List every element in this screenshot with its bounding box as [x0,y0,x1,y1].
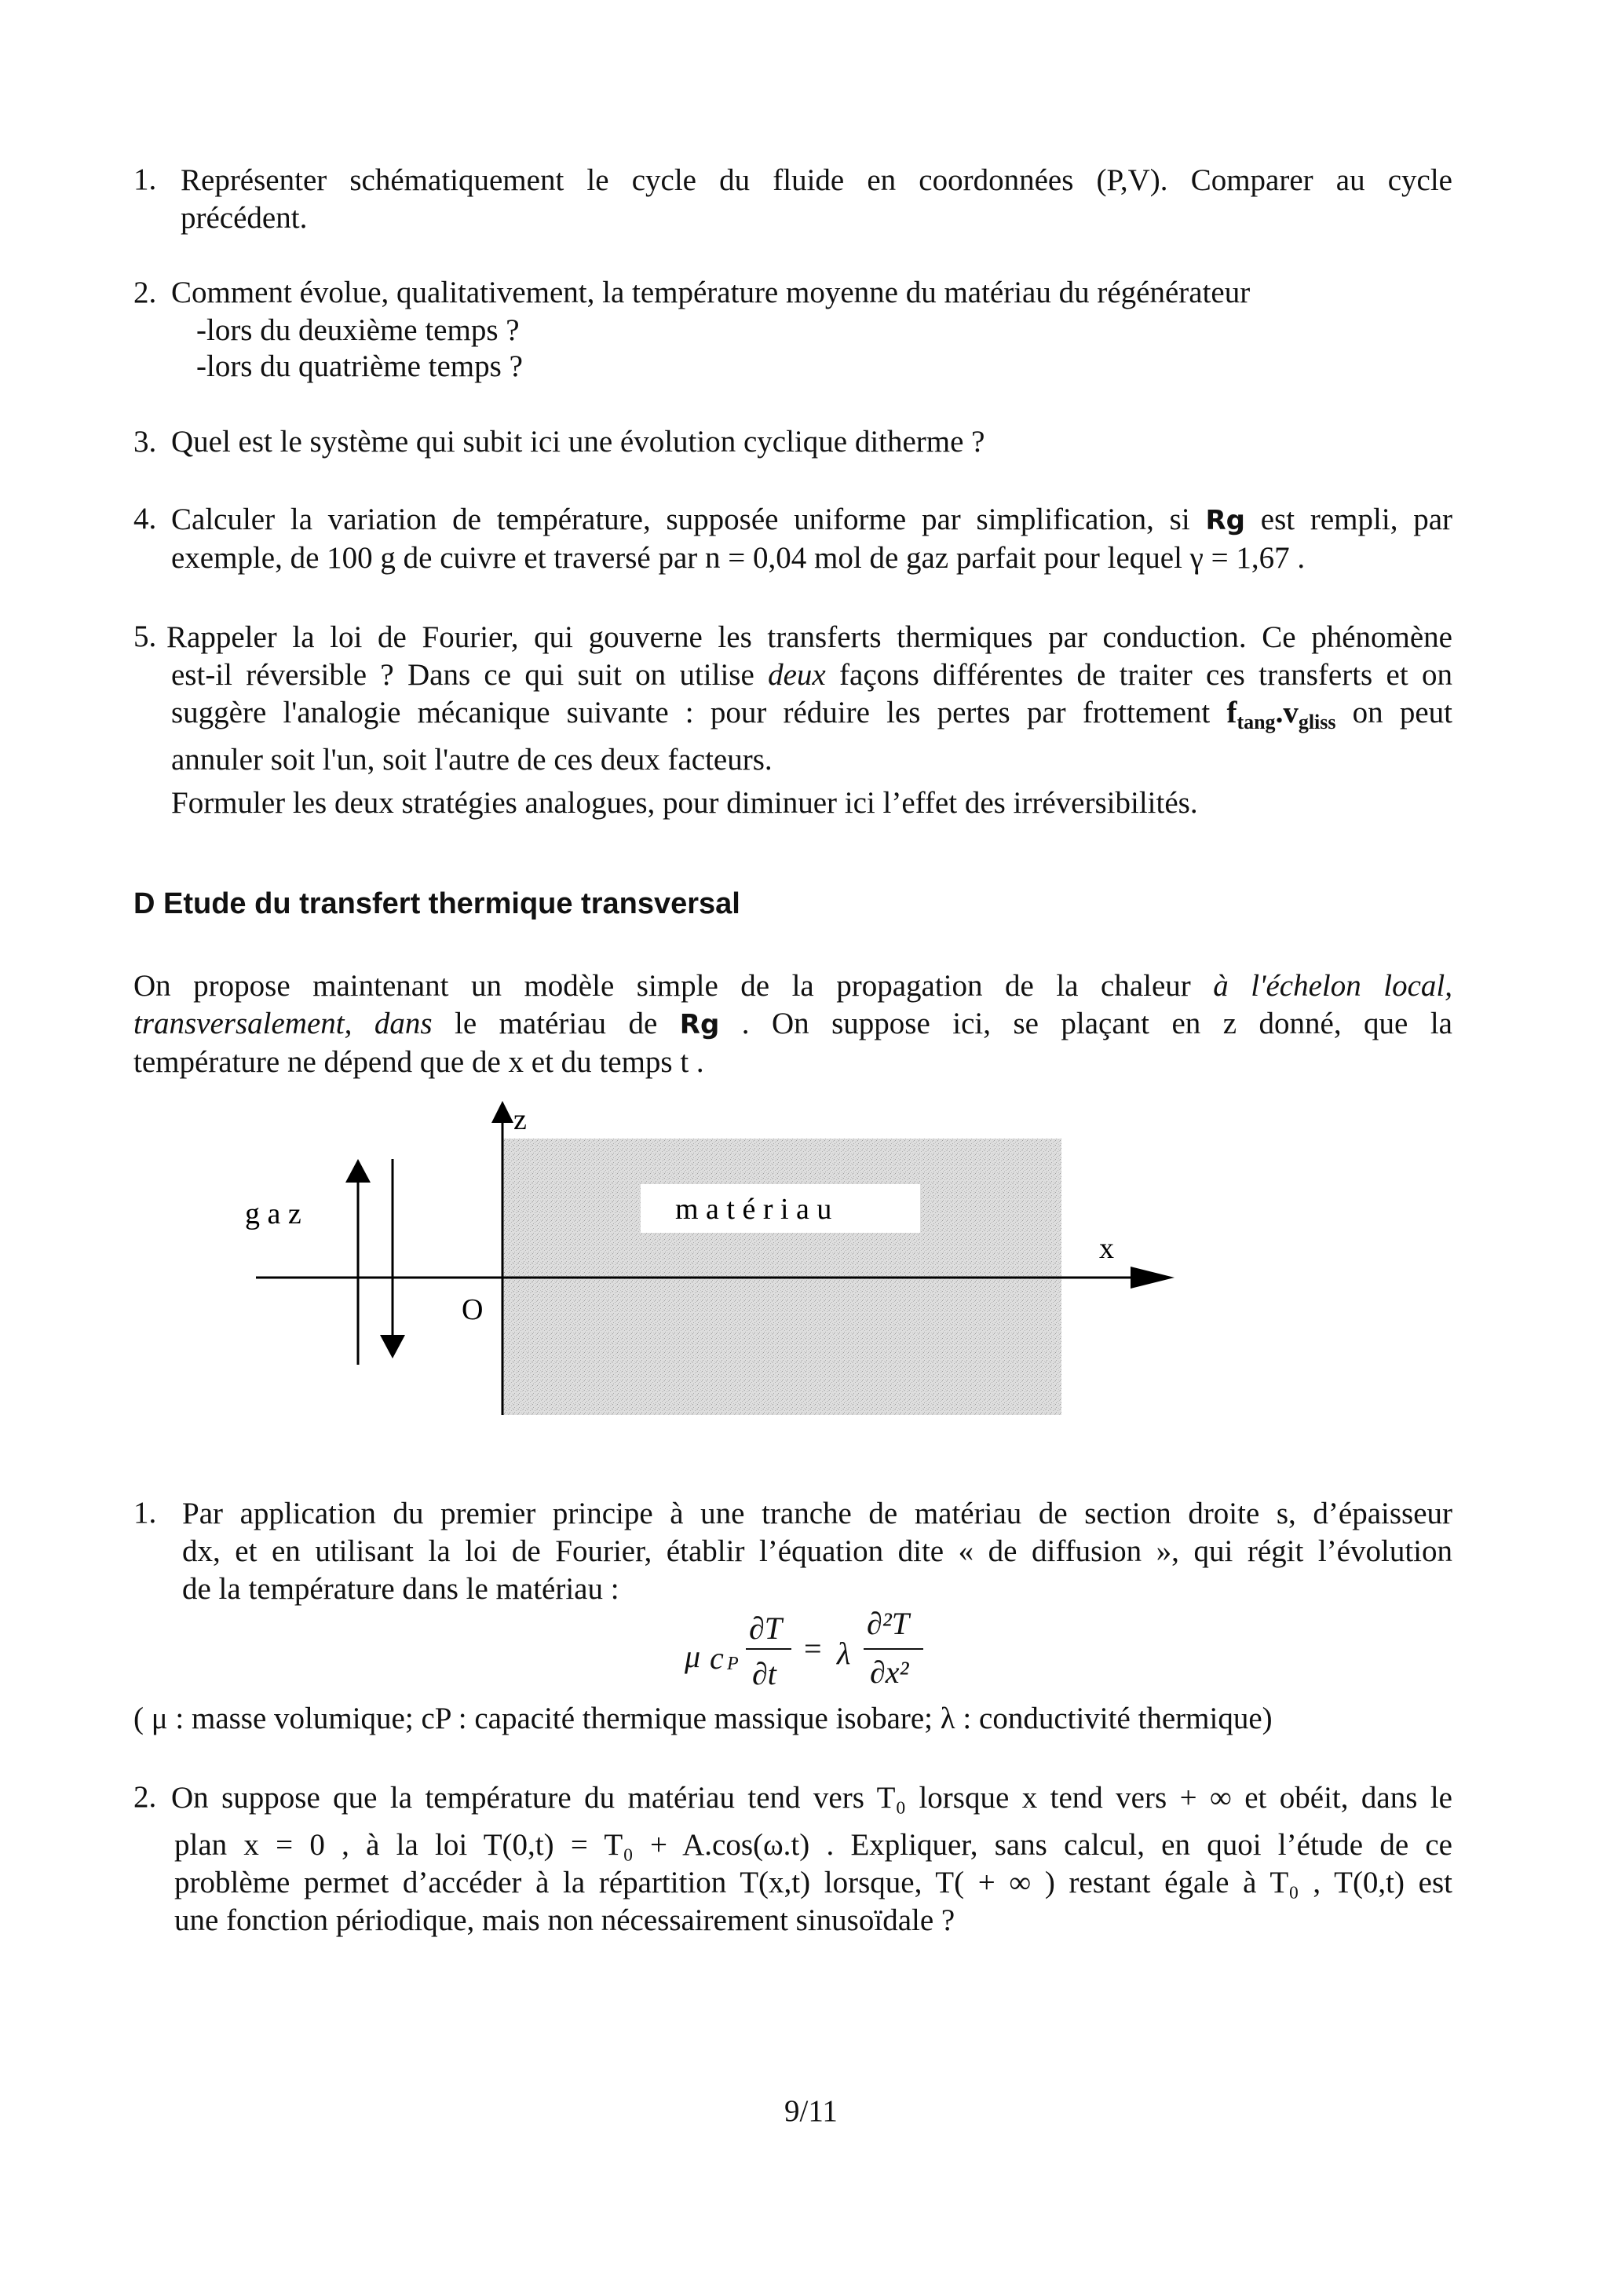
intro-line2-a: le matériau de [454,1007,658,1040]
q1-line2: précédent. [181,201,308,235]
page-number: 9/11 [784,2094,838,2128]
q1-line1: Représenter schématiquement le cycle du fluide en coordonnées (P,V). Comparer au cycle [181,163,1452,197]
eq-d2T: ∂²T [867,1606,910,1641]
q2-line3: -lors du quatrième temps ? [196,349,523,383]
intro-line2-b: . On suppose ici, se plaçant en z donné, que la [741,1007,1452,1040]
q3-line1: Quel est le système qui subit ici une évolution cyclique ditherme ? [171,425,985,459]
d2-text [171,1779,1452,1817]
eq-fraction-bar-2 [864,1648,923,1650]
q3-number: 3. [133,425,157,459]
q5-line3-b: on peut [1352,696,1452,729]
d1-line2: dx, et en utilisant la loi de Fourier, établir l’équation dite « de diffusion », qui régit l’évolution [182,1534,1452,1568]
d1-line3: de la température dans le matériau : [182,1572,619,1606]
q4-number: 4. [133,502,157,536]
q5-number: 5. [133,620,157,653]
eq-fraction-bar-1 [746,1648,791,1650]
q5-line3-a: suggère l'analogie mécanique suivante : pour réduire les pertes par frottement [171,696,1211,729]
d2-line3: problème permet d’accéder à la répartition T(x,t) lorsque, T( + ∞ ) restant égale à T₀ , T(0,t) est [174,1866,1452,1899]
eq-c: c [710,1640,724,1676]
q5-line1: Rappeler la loi de Fourier, qui gouverne les transferts thermiques par conduction. Ce phénomène [166,620,1452,654]
d2-line2: plan x = 0 , à la loi T(0,t) = T₀ + A.cos(ω.t) . Expliquer, sans calcul, en quoi l’étude de ce [174,1828,1452,1862]
intro-line3: température ne dépend que de x et du temps t . [133,1045,704,1079]
eq-equals: = [804,1631,822,1666]
q5-line5: Formuler les deux stratégies analogues, pour diminuer ici l’effet des irréversibilités. [171,786,1198,820]
d2-text-cont [174,1826,1452,1940]
q2-line2: -lors du deuxième temps ? [196,313,520,347]
d1-legend: ( μ : masse volumique; cP : capacité thermique massique isobare; λ : conductivité thermique) [133,1702,1273,1735]
q5-line2-a: est-il réversible ? Dans ce qui suit on utilise [171,658,754,692]
d1-text [182,1495,1452,1608]
eq-dT: ∂T [749,1610,783,1646]
eq-p: P [727,1654,739,1674]
q5-line2-em: deux [768,658,826,692]
q1-number: 1. [133,163,157,196]
rg-label: Rg [1205,505,1246,536]
x-arrow-icon [1131,1267,1174,1289]
q4-line1-a: Calculer la variation de température, supposée uniforme par simplification, si [171,503,1190,536]
d2-line4: une fonction périodique, mais non nécessairement sinusoïdale ? [174,1903,955,1937]
intro-line1-em: à l'échelon local, [1213,969,1452,1003]
x-axis-label: x [1099,1232,1114,1265]
eq-dt: ∂t [752,1656,776,1691]
d1-number: 1. [133,1496,157,1530]
eq-dx2: ∂x² [870,1654,909,1690]
q4-line2: exemple, de 100 g de cuivre et traversé par n = 0,04 mol de gaz parfait pour lequel γ = 1,67 . [171,541,1306,575]
f-sub: tang [1237,711,1276,733]
v-main: .v [1275,696,1299,729]
q5-line4: annuler soit l'un, soit l'autre de ces deux facteurs. [171,743,773,777]
material-label: m a t é r i a u [675,1193,832,1226]
q2-line1: Comment évolue, qualitativement, la température moyenne du matériau du régénérateur [171,276,1251,309]
z-axis-label: z [513,1103,527,1136]
gas-down-arrow-icon [380,1335,405,1358]
eq-mu: μ [685,1639,701,1674]
gas-up-arrow-icon [345,1159,371,1183]
intro-line2-em: transversalement, dans [133,1007,433,1040]
d2-number: 2. [133,1780,157,1814]
d1-line1: Par application du premier principe à une tranche de matériau de section droite s, d’épaisseur [182,1497,1452,1530]
gas-label: g a z [245,1197,301,1230]
intro-line1-a: On propose maintenant un modèle simple de la propagation de la chaleur [133,969,1191,1003]
v-sub: gliss [1298,711,1336,733]
q4-line1-b: est rempli, par [1260,503,1453,536]
d2-line1: On suppose que la température du matériau tend vers T₀ lorsque x tend vers + ∞ et obéit, dans le [171,1781,1452,1815]
section-d-heading: D Etude du transfert thermique transversal [133,887,740,920]
z-arrow-icon [491,1101,513,1123]
q2-number: 2. [133,276,157,309]
f-main: f [1226,696,1237,729]
rg-label-2: Rg [679,1009,720,1040]
q5-line2-b: façons différentes de traiter ces transferts et on [839,658,1452,692]
origin-label: O [462,1293,484,1326]
eq-lambda: λ [837,1636,851,1671]
